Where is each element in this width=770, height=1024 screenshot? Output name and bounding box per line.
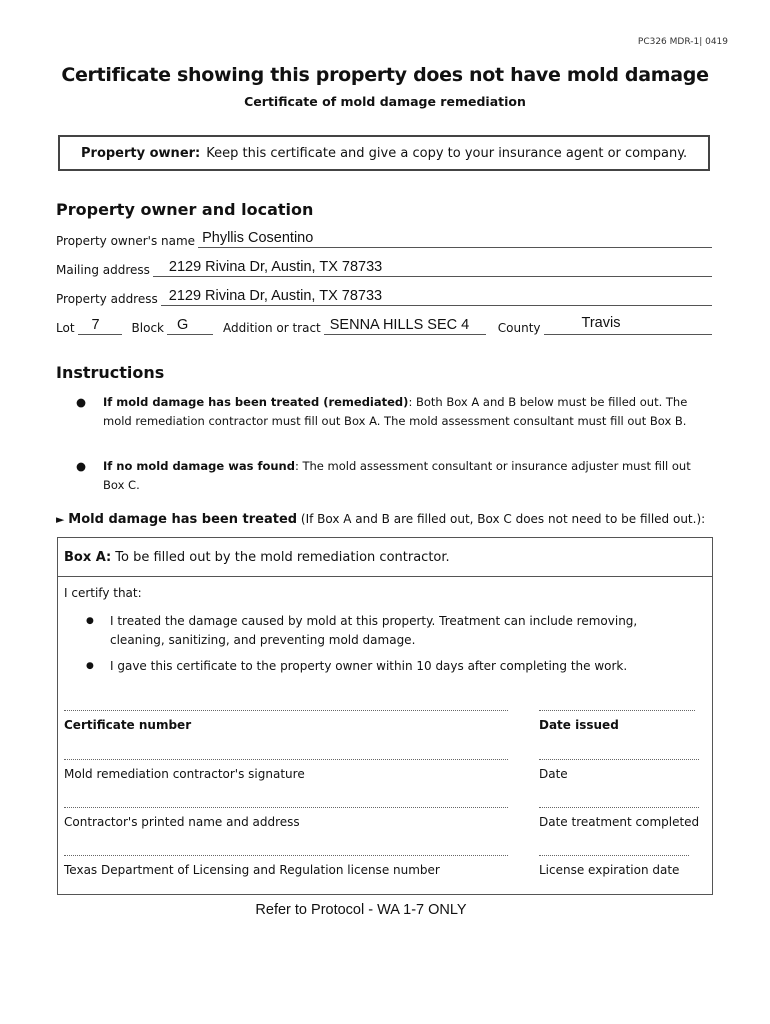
mailing-label: Mailing address <box>56 263 150 277</box>
mailing-row <box>56 257 712 277</box>
instruction-item-bold: If mold damage has been treated (remediated) <box>103 395 409 409</box>
instruction-item-text: : Both Box A and B below must be filled out. The mold remediation contractor must fill out Box A. The mold assessment consultant must fill out Box B. <box>103 395 688 428</box>
owner-name-row <box>56 228 712 248</box>
instructions-heading: Instructions <box>56 363 165 382</box>
contractor-signature-label: Mold remediation contractor's signature <box>64 767 305 781</box>
certify-bullet-text: I gave this certificate to the property owner within 10 days after completing the work. <box>110 659 628 673</box>
instruction-item-text: : The mold assessment consultant or insurance adjuster must fill out Box C. <box>103 459 691 492</box>
county-label: County <box>497 321 541 335</box>
addition-value: SENNA HILLS SEC 4 <box>329 317 470 333</box>
certificate-number-field[interactable] <box>64 710 508 711</box>
county-value: Travis <box>581 315 621 331</box>
treated-heading: Mold damage has been treated <box>68 512 298 527</box>
property-field[interactable] <box>161 289 712 306</box>
owner-name-value: Phyllis Cosentino <box>202 230 314 246</box>
license-expiration-label: License expiration date <box>539 863 680 877</box>
block-value: G <box>177 317 189 333</box>
license-number-field[interactable] <box>64 855 508 856</box>
date-treatment-completed-field[interactable] <box>539 807 699 808</box>
contractor-name-address-field[interactable] <box>64 807 508 808</box>
property-value: 2129 Rivina Dr, Austin, TX 78733 <box>168 288 383 304</box>
property-row <box>56 286 712 306</box>
treated-line <box>56 512 705 527</box>
owner-notice-text: Keep this certificate and give a copy to your insurance agent or company. <box>206 145 688 161</box>
contractor-signature-field[interactable] <box>64 759 508 760</box>
addition-label: Addition or tract <box>223 321 321 335</box>
date-treatment-completed-label: Date treatment completed <box>539 815 700 829</box>
signature-date-field[interactable] <box>539 759 699 760</box>
owner-name-label: Property owner's name <box>56 234 196 248</box>
box-a-header <box>58 538 712 577</box>
lot-row <box>56 315 712 335</box>
owner-notice-box <box>58 135 710 171</box>
addition-field[interactable] <box>324 318 486 335</box>
arrow-right-icon: ► <box>56 513 65 526</box>
block-label: Block <box>131 321 164 335</box>
date-issued-field[interactable] <box>539 710 695 711</box>
contractor-name-address-label: Contractor's printed name and address <box>64 815 300 829</box>
instruction-item-bold: If no mold damage was found <box>103 459 295 473</box>
owner-section-heading: Property owner and location <box>56 200 314 219</box>
certify-bullet-text: I treated the damage caused by mold at this property. Treatment can include removing, cleaning, sanitizing, and preventing mold damage. <box>110 614 638 647</box>
mailing-value: 2129 Rivina Dr, Austin, TX 78733 <box>168 259 383 275</box>
page-subtitle: Certificate of mold damage remediation <box>244 94 526 109</box>
page-title: Certificate showing this property does not have mold damage <box>61 64 709 86</box>
box-a-description: To be filled out by the mold remediation contractor. <box>115 549 450 565</box>
treated-note: (If Box A and B are filled out, Box C does not need to be filled out.): <box>300 512 706 526</box>
owner-name-field[interactable] <box>198 231 712 248</box>
owner-notice-label: Property owner: <box>81 145 201 161</box>
lot-label: Lot <box>56 321 75 335</box>
county-field[interactable] <box>544 315 712 335</box>
date-issued-label: Date issued <box>539 718 619 732</box>
certify-text: I certify that: <box>64 586 142 600</box>
lot-field[interactable] <box>78 318 122 335</box>
form-code: PC326 MDR-1| 0419 <box>637 37 728 47</box>
lot-value: 7 <box>91 317 100 333</box>
mailing-field[interactable] <box>153 260 712 277</box>
block-field[interactable] <box>167 318 213 335</box>
license-expiration-field[interactable] <box>539 855 689 856</box>
certificate-number-label: Certificate number <box>64 718 192 732</box>
signature-date-label: Date <box>539 767 568 781</box>
box-a: Box A: To be filled out by the mold remediation contractor. I certify that: ● I treated the damage caused by mold at this property. Treatment can include removing, cleaning, sanitizing, and preventing mold damage. ● I gave this certificate to the property owner within 10 days after completing the work. Certificate number Date issued Mold remediation contractor's signature Date Contractor's printed name and address Date treatment completed Texas Department of Licensing and Regulation license number License expiration date <box>57 537 713 895</box>
license-number-label: Texas Department of Licensing and Regulation license number <box>64 863 440 877</box>
property-label: Property address <box>56 292 158 306</box>
box-a-label: Box A: <box>64 549 112 565</box>
footer-note: Refer to Protocol - WA 1-7 ONLY <box>255 902 467 918</box>
